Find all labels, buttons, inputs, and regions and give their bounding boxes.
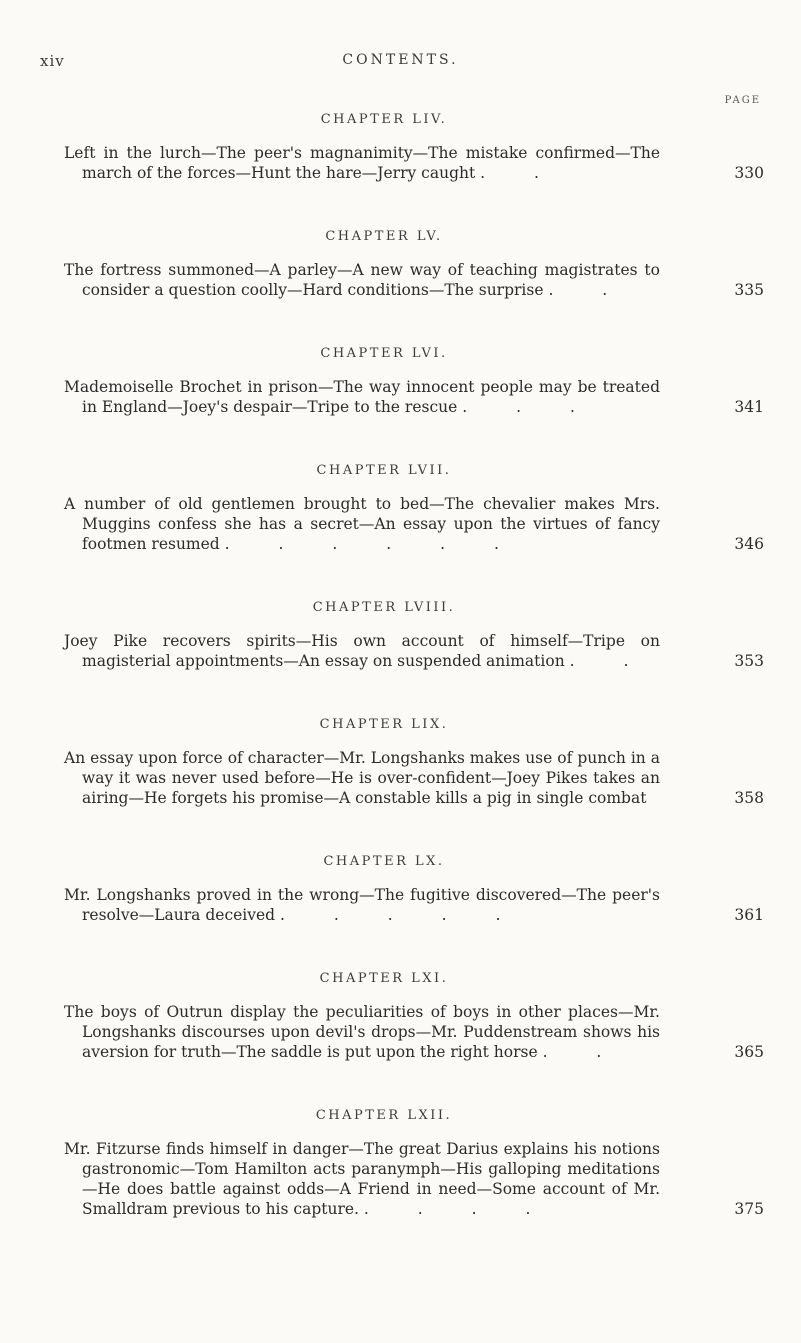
summary-text: Mr. Longshanks proved in the wrong—The fugitive discovered—The peer's resolve—Laura deceived xyxy=(64,886,660,924)
summary-text: Joey Pike recovers spirits—His own account of himself—Tripe on magisterial appointments—An essay on suspended animation xyxy=(64,632,660,670)
summary-text: An essay upon force of character—Mr. Longshanks makes use of punch in a way it was never used before—He is over-confident—Joey Pikes takes an airing—He forgets his promise—A constable kills a pig in single combat xyxy=(64,749,660,807)
table-of-contents xyxy=(64,112,764,1265)
chapter-summary xyxy=(64,1002,660,1062)
running-title: CONTENTS. xyxy=(342,52,459,68)
chapter-heading: CHAPTER LVII. xyxy=(316,463,452,478)
toc-entry xyxy=(64,1108,764,1219)
summary-text: A number of old gentlemen brought to bed—The chevalier makes Mrs. Muggins confess she has a secret—An essay upon the virtues of fancy footmen resumed xyxy=(64,495,660,553)
toc-entry xyxy=(64,229,764,300)
toc-entry xyxy=(64,971,764,1062)
page-number: 358 xyxy=(734,789,764,807)
chapter-heading: CHAPTER LVI. xyxy=(320,346,448,361)
summary-text: Left in the lurch—The peer's magnanimity—The mistake confirmed—The march of the forces—Hunt the hare—Jerry caught xyxy=(64,144,660,182)
page-number: 375 xyxy=(734,1200,764,1218)
chapter-summary xyxy=(64,885,660,925)
summary-text: The fortress summoned—A parley—A new way of teaching magistrates to consider a question coolly—Hard conditions—The surprise xyxy=(64,261,660,299)
chapter-summary xyxy=(64,748,660,808)
page-column-label: PAGE xyxy=(724,95,761,106)
chapter-summary xyxy=(64,1139,660,1219)
chapter-heading: CHAPTER LXI. xyxy=(319,971,449,986)
chapter-summary xyxy=(64,377,660,417)
page-number: 341 xyxy=(734,398,764,416)
toc-entry xyxy=(64,717,764,808)
chapter-summary xyxy=(64,494,660,554)
page-number: 346 xyxy=(734,535,764,553)
chapter-heading: CHAPTER LIX. xyxy=(319,717,449,732)
toc-entry xyxy=(64,463,764,554)
chapter-summary xyxy=(64,631,660,671)
page-number: 353 xyxy=(734,652,764,670)
dot-leaders: . . xyxy=(480,164,561,182)
dot-leaders: . . xyxy=(569,652,651,670)
dot-leaders: . . xyxy=(548,281,630,299)
summary-text: The boys of Outrun display the peculiarities of boys in other places—Mr. Longshanks discourses upon devil's drops—Mr. Puddenstream shows his aversion for truth—The saddle is put upon the right horse xyxy=(64,1003,660,1061)
dot-leaders: . . . . xyxy=(363,1200,553,1218)
dot-leaders: . . . . . xyxy=(280,906,523,924)
chapter-summary xyxy=(64,260,660,300)
summary-text: Mademoiselle Brochet in prison—The way innocent people may be treated in England—Joey's despair—Tripe to the rescue xyxy=(64,378,660,416)
dot-leaders: . . . xyxy=(462,398,597,416)
toc-entry xyxy=(64,600,764,671)
toc-entry xyxy=(64,346,764,417)
chapter-heading: CHAPTER LVIII. xyxy=(312,600,456,615)
toc-entry xyxy=(64,112,764,183)
toc-entry xyxy=(64,854,764,925)
dot-leaders: . . . . . . xyxy=(224,535,521,553)
chapter-heading: CHAPTER LX. xyxy=(323,854,445,869)
summary-text: Mr. Fitzurse finds himself in danger—The great Darius explains his notions gastronomic—Tom Hamilton acts paranymph—His galloping meditations —He does battle against odds—A Friend in need—Some account of Mr. Smalldram previous to his capture. xyxy=(64,1140,660,1218)
page-number: 335 xyxy=(734,281,764,299)
page-number: 330 xyxy=(734,164,764,182)
chapter-heading: CHAPTER LIV. xyxy=(320,112,448,127)
folio-number: xiv xyxy=(40,52,65,70)
dot-leaders: . . xyxy=(542,1043,624,1061)
chapter-heading: CHAPTER LXII. xyxy=(315,1108,453,1123)
page-number: 361 xyxy=(734,906,764,924)
running-head xyxy=(40,52,761,76)
chapter-heading: CHAPTER LV. xyxy=(325,229,443,244)
chapter-summary xyxy=(64,143,660,183)
page-number: 365 xyxy=(734,1043,764,1061)
